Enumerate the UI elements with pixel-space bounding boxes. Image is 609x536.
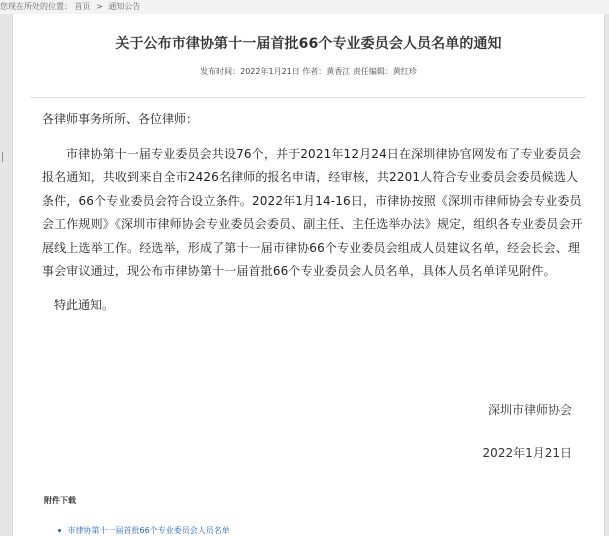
article-body [42, 108, 587, 317]
article-greeting: 各律师事务所所、各位律师： [42, 112, 199, 126]
article-title: 关于公布市律协第十一届首批66个专业委员会人员名单的通知 [115, 36, 502, 52]
article-notice: 特此通知。 [54, 297, 115, 312]
breadcrumb-separator: > [96, 2, 103, 11]
article-paragraph: 市律协第十一届专业委员会共设76个，并于2021年12月24日在深圳律协官网发布了专业委员会报名通知，共收到来自全市2426名律师的报名申请，经审核，共2201人符合专业委员会委员候选人条件，66个专业委员会符合设立条件。2022年1月14-16日，市律协按照《深圳市律师协会专业委员会工作规则》《深圳市律师协会专业委员会委员、副主任、主任选举办法》规定，组织各专业委员会开展线上选举工作。经选举，形成了第十一届市律协66个专业委员会组成人员建议名单，经会长会、理事会审议通过，现公布市律协第十一届首批66个专业委员会人员名单，具体人员名单详见附件。 [42, 146, 583, 278]
article-signature: 深圳市律师协会 [487, 403, 572, 417]
page-edge-marker [2, 152, 3, 162]
article-meta: 发布时间：2022年1月21日 作者：黄香江 责任编辑：黄红珍 [200, 67, 417, 76]
article-date: 2022年1月21日 [482, 446, 572, 460]
article-panel [12, 14, 605, 536]
attachments-label: 附件下载 [44, 496, 76, 505]
bullet-icon [58, 529, 61, 532]
attachment-link-text: 市律协第十一届首批66个专业委员会人员名单 [67, 526, 230, 535]
title-divider [30, 97, 586, 98]
breadcrumb [0, 0, 609, 14]
breadcrumb-current-link[interactable]: 通知公告 [108, 2, 141, 11]
attachment-link[interactable] [58, 525, 230, 536]
breadcrumb-prefix: 您现在所处的位置： [0, 2, 72, 11]
breadcrumb-home-link[interactable]: 首页 [74, 2, 91, 11]
